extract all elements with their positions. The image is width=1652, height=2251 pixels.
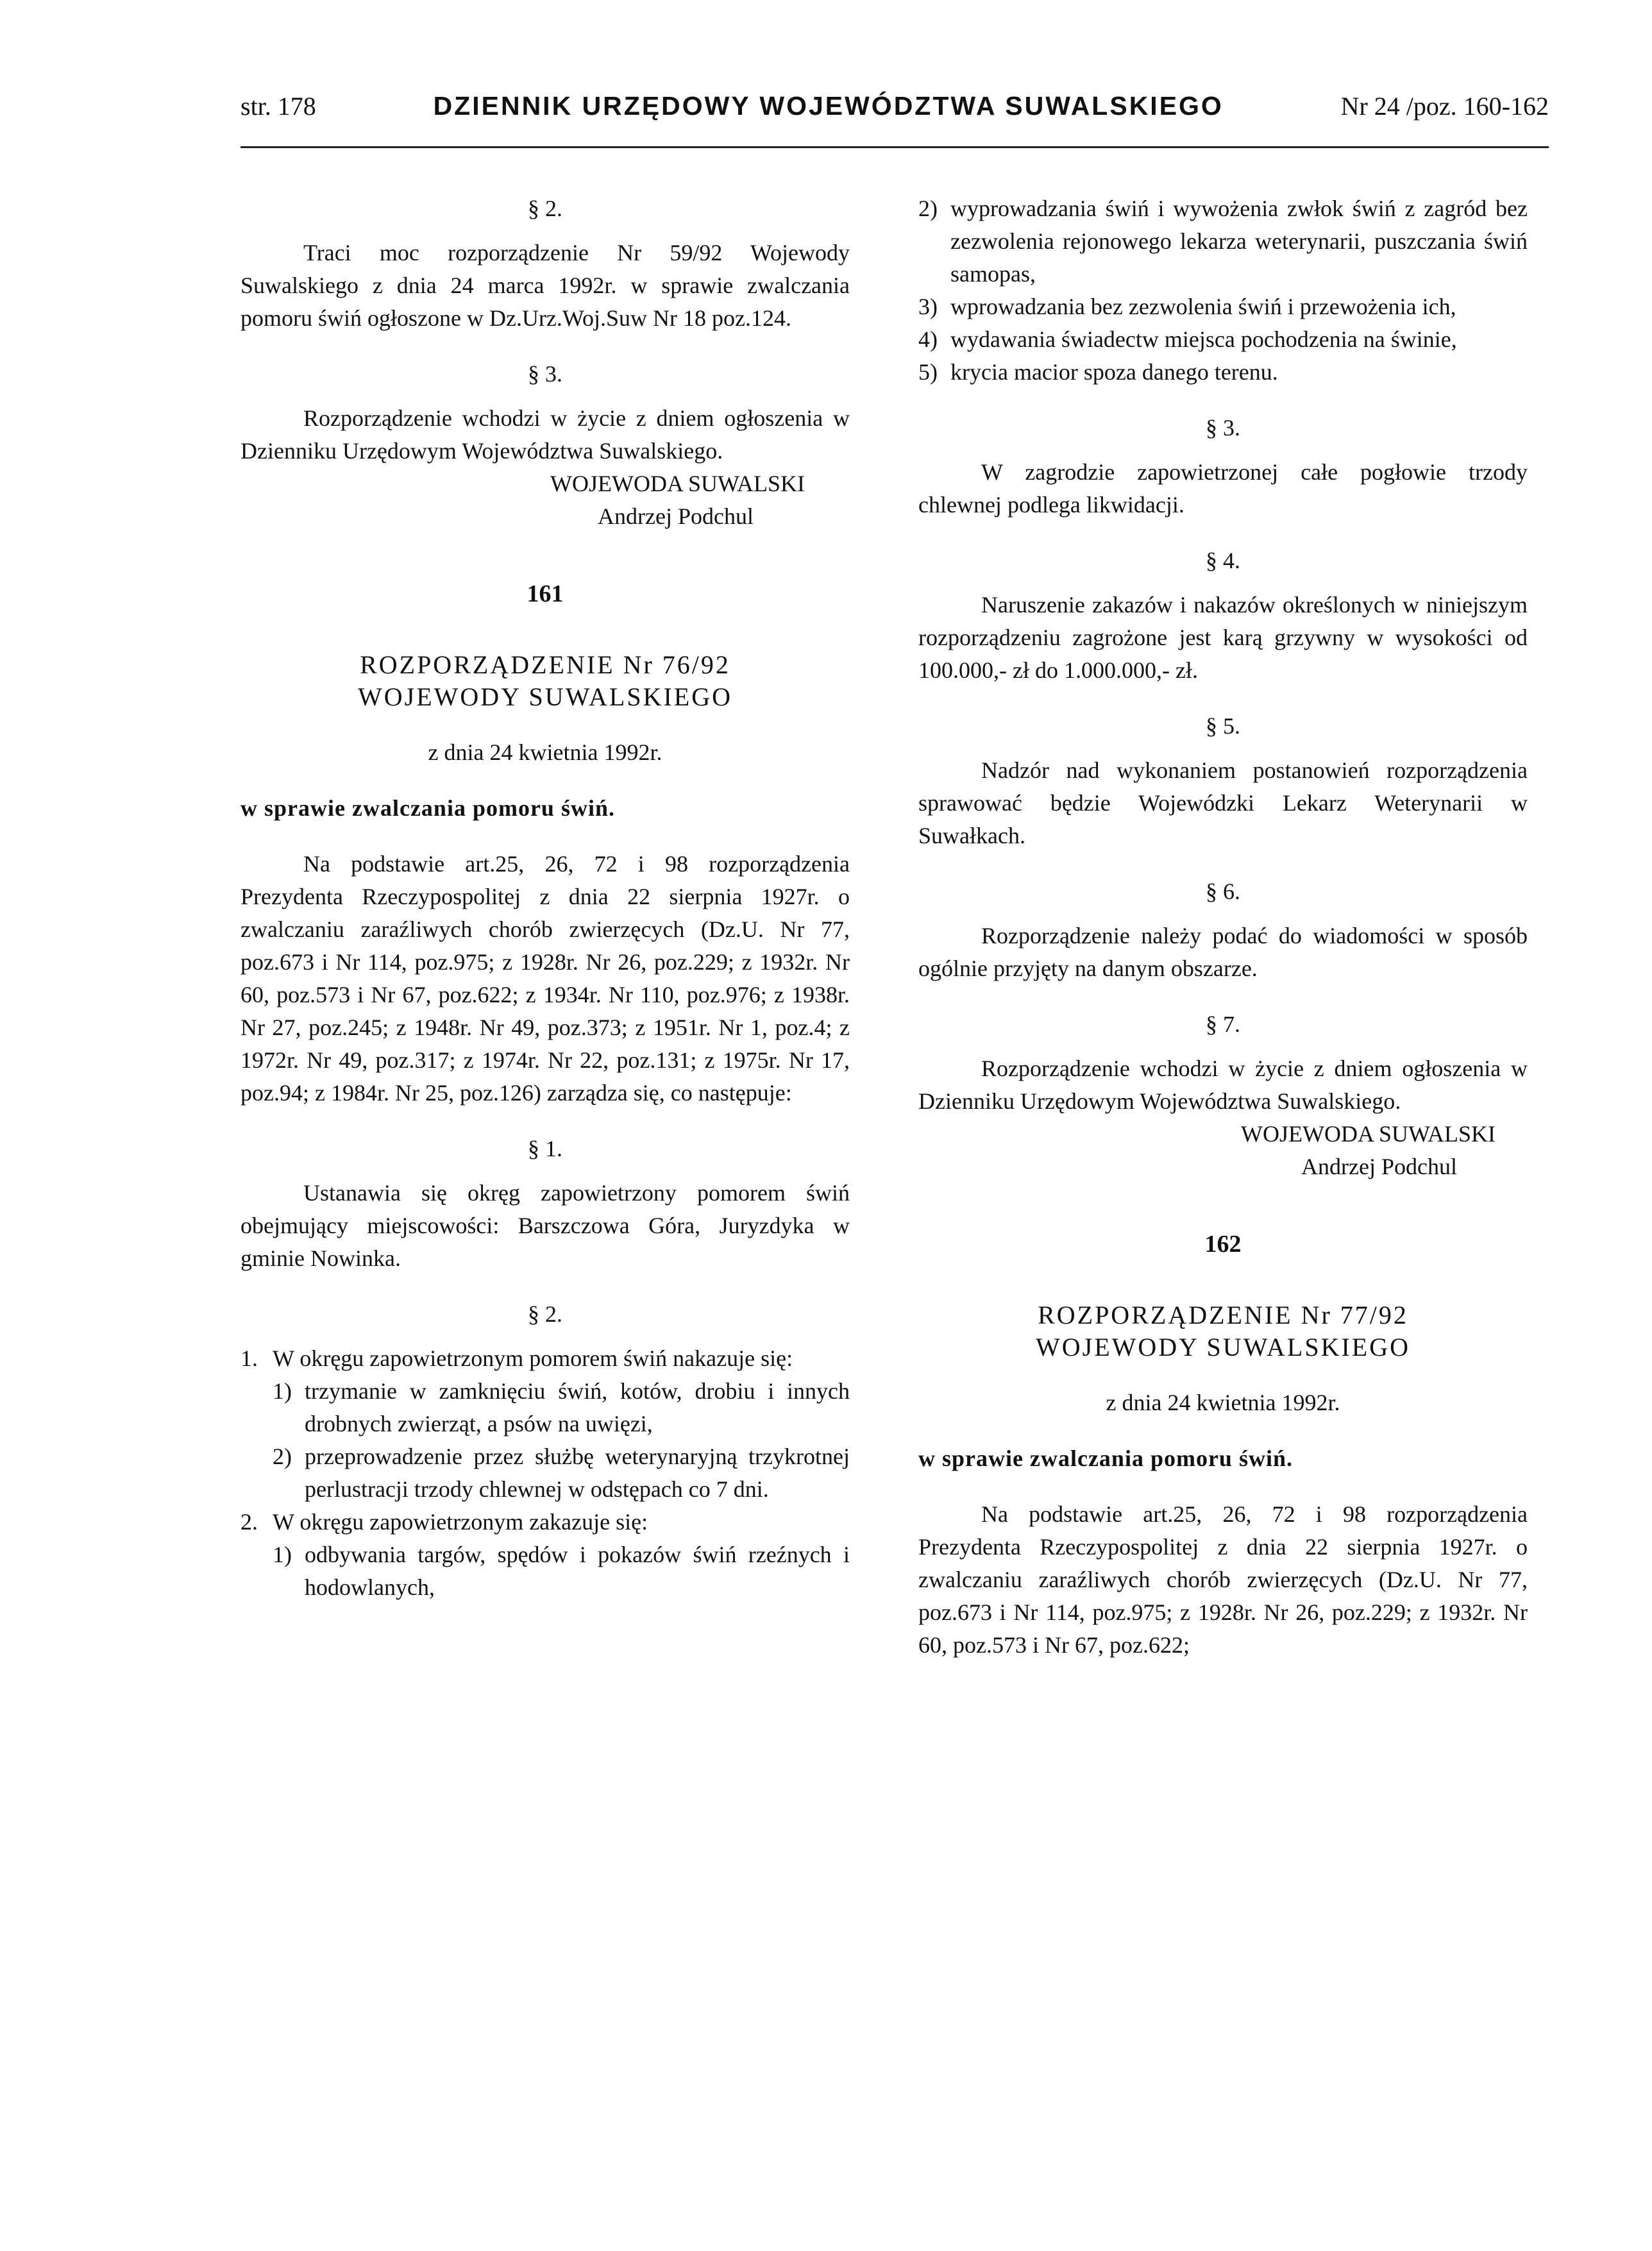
- section-heading: § 6.: [1206, 879, 1240, 904]
- list-item: [240, 1506, 850, 1539]
- section-heading: § 4.: [1206, 548, 1240, 573]
- signature-name: Andrzej Podchul: [598, 503, 754, 529]
- item-text: W okręgu zapowietrzonym pomorem świń nakazuje się:: [273, 1345, 793, 1371]
- act-preamble: Na podstawie art.25, 26, 72 i 98 rozporządzenia Prezydenta Rzeczypospolitej z dnia 22 sierpnia 1927r. o zwalczaniu zaraźliwych chorób zwierzęcych (Dz.U. Nr 77, poz.673 i Nr 114, poz.975; z 1928r. Nr 26, poz.229; z 1932r. Nr 60, poz.573 i Nr 67, poz.622;: [918, 1501, 1528, 1658]
- item-text: trzymanie w zamknięciu świń, kotów, drobiu i innych drobnych zwierząt, a psów na uwięzi,: [305, 1378, 850, 1437]
- section-heading: § 1.: [528, 1136, 562, 1161]
- section-heading: § 3.: [528, 361, 562, 387]
- section-heading: § 3.: [1206, 415, 1240, 441]
- item-number: 1): [273, 1542, 292, 1567]
- item-number: 1.: [240, 1345, 258, 1371]
- act-issuer: WOJEWODY SUWALSKIEGO: [1035, 1333, 1410, 1362]
- item-text: przeprowadzenie przez służbę weterynaryjną trzykrotnej perlustracji trzody chlewnej w odstępach co 7 dni.: [305, 1444, 850, 1502]
- act-issuer: WOJEWODY SUWALSKIEGO: [357, 682, 732, 711]
- item-number: 2): [918, 196, 938, 221]
- item-number: 1): [273, 1378, 292, 1404]
- section-text: W zagrodzie zapowietrzonej całe pogłowie trzody chlewnej podlega likwidacji.: [918, 459, 1528, 518]
- left-column: [240, 192, 850, 1604]
- item-text: wyprowadzania świń i wywożenia zwłok świń z zagród bez zezwolenia rejonowego lekarza weterynarii, puszczania świń samopas,: [950, 196, 1528, 287]
- item-number: 5): [918, 359, 938, 385]
- item-number: 2.: [240, 1509, 258, 1535]
- list-item: [240, 1342, 850, 1375]
- section-text: Rozporządzenie należy podać do wiadomości w sposób ogólnie przyjęty na danym obszarze.: [918, 923, 1528, 981]
- item-number: 2): [273, 1444, 292, 1469]
- section-heading: § 7.: [1206, 1011, 1240, 1037]
- item-number: 3): [918, 294, 938, 319]
- section-text: Nadzór nad wykonaniem postanowień rozporządzenia sprawować będzie Wojewódzki Lekarz Weterynarii w Suwałkach.: [918, 757, 1528, 848]
- act-preamble: Na podstawie art.25, 26, 72 i 98 rozporządzenia Prezydenta Rzeczypospolitej z dnia 22 sierpnia 1927r. o zwalczaniu zaraźliwych chorób zwierzęcych (Dz.U. Nr 77, poz.673 i Nr 114, poz.975; z 1928r. Nr 26, poz.229; z 1932r. Nr 60, poz.573 i Nr 67, poz.622; z 1934r. Nr 110, poz.976; z 1938r. Nr 27, poz.245; z 1948r. Nr 49, poz.373; z 1951r. Nr 1, poz.4; z 1972r. Nr 49, poz.317; z 1974r. Nr 22, poz.131; z 1975r. Nr 17, poz.94; z 1984r. Nr 25, poz.126) zarządza się, co następuje:: [240, 851, 850, 1106]
- item-text: krycia macior spoza danego terenu.: [950, 359, 1278, 385]
- list-item: [240, 1440, 850, 1506]
- journal-title: DZIENNIK URZĘDOWY WOJEWÓDZTWA SUWALSKIEGO: [433, 91, 1224, 121]
- section-heading: § 2.: [528, 1301, 562, 1327]
- section-text: Traci moc rozporządzenie Nr 59/92 Wojewody Suwalskiego z dnia 24 marca 1992r. w sprawie zwalczania pomoru świń ogłoszone w Dz.Urz.Woj.Suw Nr 18 poz.124.: [240, 240, 850, 331]
- list-item: [918, 323, 1528, 356]
- list-item: [240, 1539, 850, 1604]
- page-number: str. 178: [240, 92, 316, 121]
- item-text: W okręgu zapowietrzonym zakazuje się:: [273, 1509, 648, 1535]
- item-text: wprowadzania bez zezwolenia świń i przewożenia ich,: [950, 294, 1456, 319]
- signature-role: WOJEWODA SUWALSKI: [1241, 1121, 1496, 1147]
- item-text: odbywania targów, spędów i pokazów świń rzeźnych i hodowlanych,: [305, 1542, 850, 1600]
- page-header: [240, 91, 1549, 130]
- act-subject: w sprawie zwalczania pomoru świń.: [918, 1446, 1293, 1471]
- header-rule: [240, 146, 1549, 148]
- act-title: ROZPORZĄDZENIE Nr 77/92: [1038, 1301, 1408, 1329]
- issue-reference: Nr 24 /poz. 160-162: [1340, 92, 1549, 121]
- act-date: z dnia 24 kwietnia 1992r.: [1106, 1390, 1340, 1415]
- list-item: [240, 1375, 850, 1440]
- act-number: 161: [527, 580, 564, 607]
- signature-role: WOJEWODA SUWALSKI: [550, 471, 805, 496]
- list-item: [918, 356, 1528, 389]
- item-number: 4): [918, 326, 938, 352]
- act-number: 162: [1204, 1231, 1242, 1258]
- section-text: Rozporządzenie wchodzi w życie z dniem ogłoszenia w Dzienniku Urzędowym Województwa Suwalskiego.: [240, 405, 850, 464]
- list-item: [918, 291, 1528, 323]
- item-text: wydawania świadectw miejsca pochodzenia na świnie,: [950, 326, 1457, 352]
- signature-name: Andrzej Podchul: [1301, 1154, 1457, 1179]
- act-title: ROZPORZĄDZENIE Nr 76/92: [360, 650, 730, 679]
- section-heading: § 2.: [528, 196, 562, 221]
- section-text: Naruszenie zakazów i nakazów określonych w niniejszym rozporządzeniu zagrożone jest karą grzywny w wysokości od 100.000,- zł do 1.000.000,- zł.: [918, 592, 1528, 683]
- section-text: Rozporządzenie wchodzi w życie z dniem ogłoszenia w Dzienniku Urzędowym Województwa Suwalskiego.: [918, 1056, 1528, 1114]
- list-item: [918, 192, 1528, 291]
- section-text: Ustanawia się okręg zapowietrzony pomorem świń obejmujący miejscowości: Barszczowa Góra, Juryzdyka w gminie Nowinka.: [240, 1180, 850, 1271]
- act-subject: w sprawie zwalczania pomoru świń.: [240, 795, 615, 821]
- act-date: z dnia 24 kwietnia 1992r.: [428, 739, 662, 765]
- right-column: [918, 192, 1528, 1662]
- section-heading: § 5.: [1206, 713, 1240, 739]
